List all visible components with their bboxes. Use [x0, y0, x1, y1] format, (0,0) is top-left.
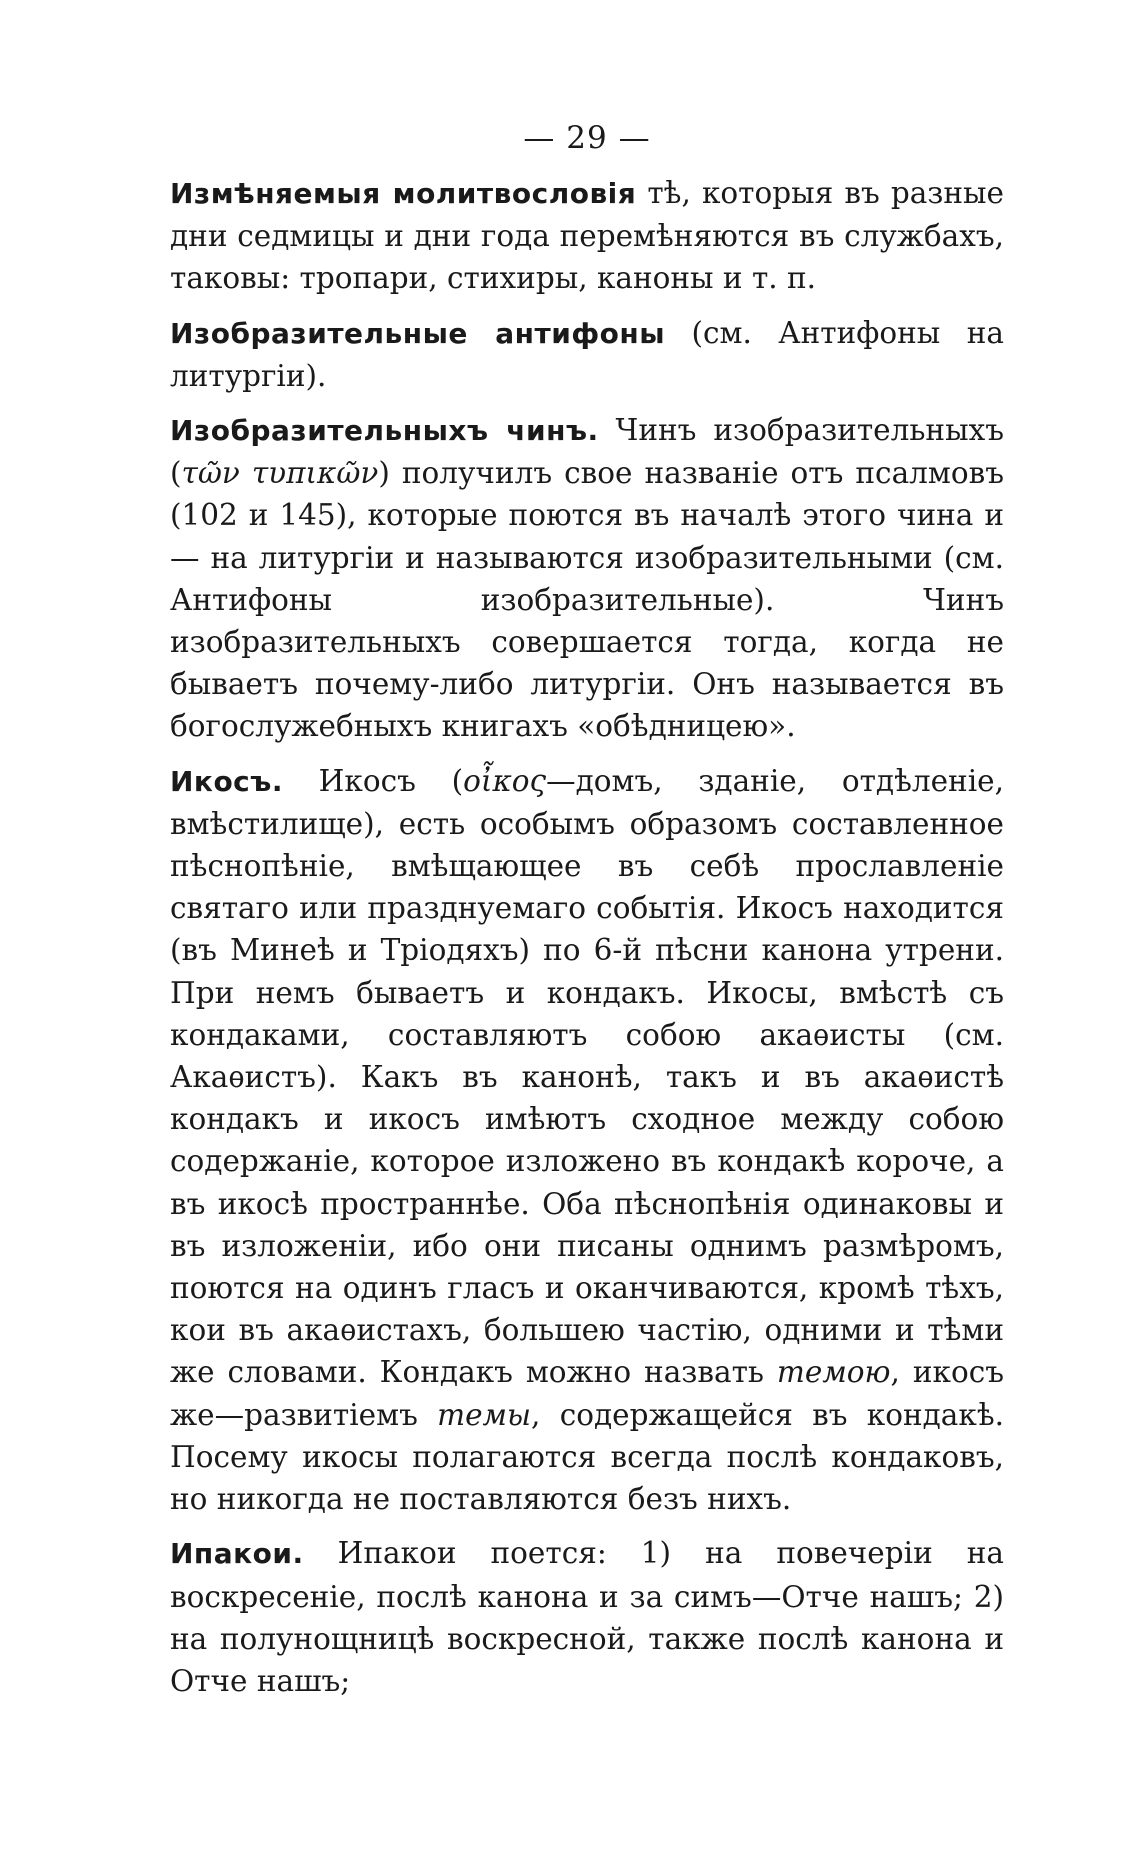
entry-text: Чинъ изобразительныхъ (: [170, 413, 1004, 491]
page-number: — 29 —: [523, 120, 651, 156]
document-page: [170, 118, 1004, 1714]
entry-term: Измѣняемыя молитвословія: [170, 177, 637, 210]
greek-phrase: τῶν τυπικῶν: [181, 456, 379, 491]
entry-text: Икосъ (: [282, 763, 464, 798]
italic-word: темы: [437, 1397, 532, 1432]
entry-izmenyaemyya: [170, 172, 1004, 300]
entry-text: ) получилъ свое названіе отъ псалмовъ (102 и 145), которые поются въ началѣ этого чина и — на литургіи и называются изобразительными (см. Антифоны изобразительные). Чинъ изобразительныхъ совершается тогда, когда не бываетъ почему-либо литургіи. Онъ называется въ богослужебныхъ книгахъ «обѣдницею».: [170, 456, 1004, 744]
entry-term: Изобразительныхъ чинъ.: [170, 414, 599, 448]
entry-izobrazitelnye-antifony: [170, 312, 1004, 397]
entry-text: , икосъ же—развитіемъ: [170, 1355, 1005, 1432]
entry-term: Изобразительные антифоны: [170, 316, 666, 350]
entry-term: Ипакои.: [170, 1537, 304, 1571]
entry-text: , содержащейся въ кондакѣ. Посему икосы полагаются всегда послѣ кондаковъ, но никогда не поставляются безъ нихъ.: [170, 1397, 1004, 1517]
entry-text: (см. Антифоны на литургіи).: [170, 315, 1004, 393]
entry-ipakoi: [170, 1532, 1004, 1702]
entry-text: —домъ, зданіе, отдѣленіе, вмѣстилище), есть особымъ образомъ составленное пѣснопѣніе, вмѣщающее въ себѣ прославленіе святаго или празднуемаго событія. Икосъ находится (въ Минеѣ и Тріодяхъ) по 6-й пѣсни канона утрени. При немъ бываетъ и кондакъ. Икосы, вмѣстѣ съ кондаками, составляютъ собою акаѳисты (см. Акаѳистъ). Какъ въ канонѣ, такъ и въ акаѳистѣ кондакъ и икосъ имѣютъ сходное между собою содержаніе, которое изложено въ кондакѣ короче, а въ икосѣ пространнѣе. Оба пѣснопѣнія одинаковы и въ изложеніи, ибо они писаны однимъ размѣромъ, поются на одинъ гласъ и оканчиваются, кромѣ тѣхъ, кои въ акаѳистахъ, большею частію, одними и тѣми же словами. Кондакъ можно назвать: [170, 763, 1004, 1390]
entry-text: Ипакои поется: 1) на повечеріи на воскресеніе, послѣ канона и за симъ—Отче нашъ; 2) на полунощницѣ воскресной, также послѣ канона и Отче нашъ;: [170, 1536, 1004, 1698]
entry-ikos: [170, 760, 1004, 1521]
entry-izobrazitelnykh-chin: [170, 409, 1004, 748]
entry-term: Икосъ.: [170, 764, 283, 798]
greek-word: οἶκος: [463, 763, 547, 798]
entry-text: тѣ, которыя въ разные дни седмицы и дни года перемѣняются въ службахъ, таковы: тропари, стихиры, каноны и т. п.: [170, 176, 1004, 296]
italic-word: темою: [776, 1355, 891, 1390]
